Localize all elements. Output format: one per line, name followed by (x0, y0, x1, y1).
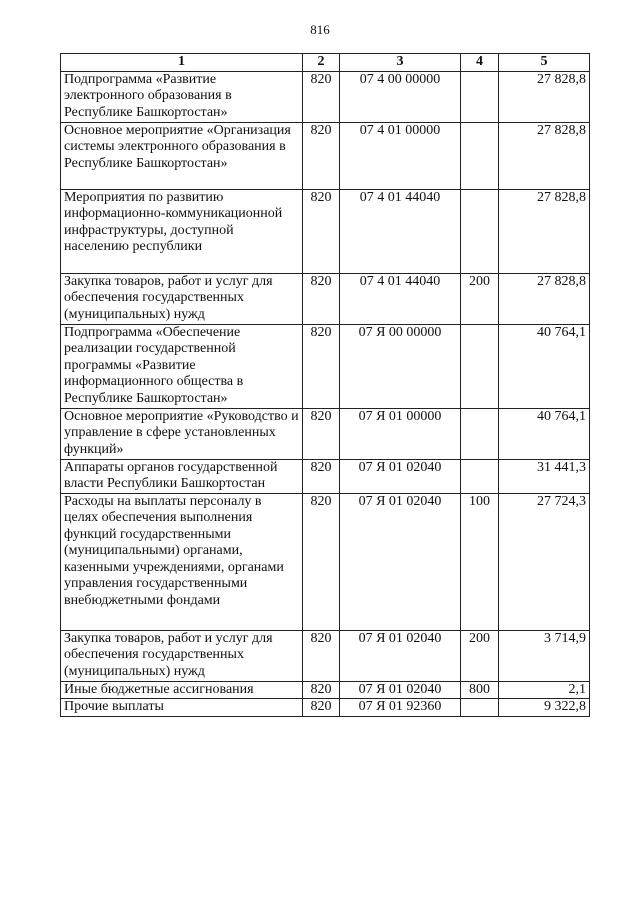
row-vr (461, 699, 499, 717)
row-ved: 820 (303, 71, 340, 122)
row-name: Подпрограмма «Развитие электронного образования в Республике Башкортостан» (61, 71, 303, 122)
row-name: Прочие выплаты (61, 699, 303, 717)
row-sum: 2,1 (499, 681, 590, 699)
row-code: 07 Я 01 02040 (340, 459, 461, 493)
row-ved: 820 (303, 630, 340, 681)
row-ved: 820 (303, 699, 340, 717)
row-vr (461, 122, 499, 189)
table-row (61, 189, 590, 273)
row-sum: 31 441,3 (499, 459, 590, 493)
row-code: 07 Я 01 02040 (340, 493, 461, 630)
row-sum: 27 828,8 (499, 273, 590, 324)
row-vr: 200 (461, 273, 499, 324)
row-vr: 100 (461, 493, 499, 630)
table-row (61, 459, 590, 493)
row-sum: 27 724,3 (499, 493, 590, 630)
row-code: 07 4 01 44040 (340, 189, 461, 273)
row-sum: 3 714,9 (499, 630, 590, 681)
table-row (61, 699, 590, 717)
row-sum: 9 322,8 (499, 699, 590, 717)
row-name: Основное мероприятие «Руководство и управление в сфере установленных функций» (61, 408, 303, 459)
row-vr (461, 459, 499, 493)
row-code: 07 Я 01 02040 (340, 681, 461, 699)
col-header-5: 5 (499, 54, 590, 72)
row-name: Расходы на выплаты персоналу в целях обеспечения выполнения функций государственными (муниципальными) органами, казенными учреждениями, органами управления государственными внебюджетными фондами (61, 493, 303, 630)
table-row (61, 493, 590, 630)
row-ved: 820 (303, 681, 340, 699)
row-ved: 820 (303, 273, 340, 324)
row-sum: 27 828,8 (499, 189, 590, 273)
table-row (61, 630, 590, 681)
row-code: 07 Я 00 00000 (340, 324, 461, 408)
row-code: 07 Я 01 00000 (340, 408, 461, 459)
row-sum: 40 764,1 (499, 324, 590, 408)
row-sum: 27 828,8 (499, 71, 590, 122)
table-row (61, 273, 590, 324)
table-row (61, 681, 590, 699)
row-ved: 820 (303, 459, 340, 493)
row-vr (461, 408, 499, 459)
row-code: 07 4 01 44040 (340, 273, 461, 324)
row-name: Закупка товаров, работ и услуг для обеспечения государственных (муниципальных) нужд (61, 273, 303, 324)
budget-table (60, 53, 590, 717)
row-ved: 820 (303, 408, 340, 459)
row-name: Мероприятия по развитию информационно-коммуникационной инфраструктуры, доступной населению республики (61, 189, 303, 273)
row-name: Иные бюджетные ассигнования (61, 681, 303, 699)
row-vr: 200 (461, 630, 499, 681)
row-vr: 800 (461, 681, 499, 699)
row-code: 07 Я 01 02040 (340, 630, 461, 681)
row-code: 07 Я 01 92360 (340, 699, 461, 717)
row-sum: 27 828,8 (499, 122, 590, 189)
row-ved: 820 (303, 189, 340, 273)
col-header-3: 3 (340, 54, 461, 72)
row-vr (461, 324, 499, 408)
row-vr (461, 189, 499, 273)
row-code: 07 4 01 00000 (340, 122, 461, 189)
row-vr (461, 71, 499, 122)
row-name: Подпрограмма «Обеспечение реализации государственной программы «Развитие информационного общества в Республике Башкортостан» (61, 324, 303, 408)
row-ved: 820 (303, 493, 340, 630)
col-header-2: 2 (303, 54, 340, 72)
row-name: Аппараты органов государственной власти Республики Башкортостан (61, 459, 303, 493)
page-number: 816 (310, 22, 330, 37)
row-code: 07 4 00 00000 (340, 71, 461, 122)
table-row (61, 324, 590, 408)
header-row (61, 54, 590, 72)
row-ved: 820 (303, 122, 340, 189)
table-row (61, 122, 590, 189)
col-header-1: 1 (61, 54, 303, 72)
table-row (61, 71, 590, 122)
row-sum: 40 764,1 (499, 408, 590, 459)
row-name: Основное мероприятие «Организация системы электронного образования в Республике Башкортостан» (61, 122, 303, 189)
row-name: Закупка товаров, работ и услуг для обеспечения государственных (муниципальных) нужд (61, 630, 303, 681)
table-row (61, 408, 590, 459)
col-header-4: 4 (461, 54, 499, 72)
row-ved: 820 (303, 324, 340, 408)
